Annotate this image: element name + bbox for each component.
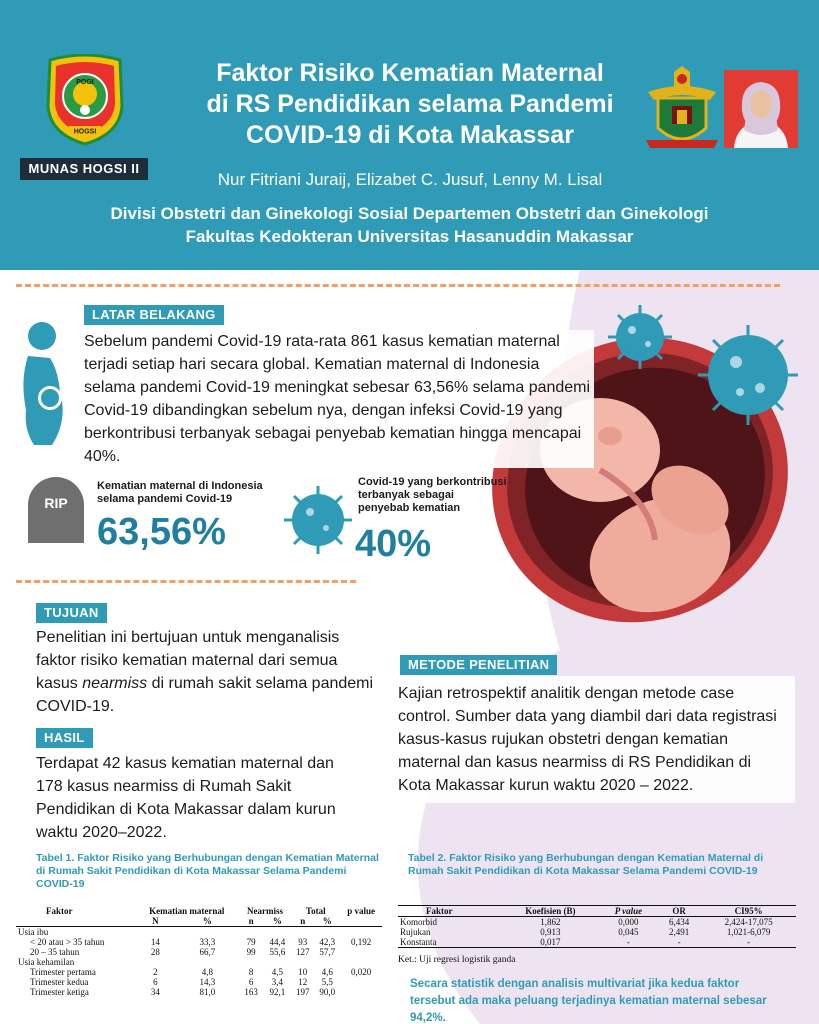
divider [16,580,356,583]
table-cell: 3,4 [271,977,283,987]
table1-header-row [16,906,382,916]
table-cell: 14 [150,937,160,947]
table1-sub-pct: % [202,916,212,926]
table-cell: 2 [153,967,158,977]
table-cell: 66,7 [199,947,216,957]
table-cell: 0,020 [350,967,372,977]
table-cell: 0,913 [540,927,561,937]
table-cell: 1,862 [540,917,561,927]
table-cell: 163 [244,987,258,997]
title-line-1: Faktor Risiko Kematian Maternal [216,59,604,87]
table-cell: 2,424-17,075 [724,917,773,927]
table-cell: 92,1 [269,987,286,997]
table1-sub-pct: % [272,916,282,926]
table-cell [291,927,314,938]
table-cell [314,927,340,938]
table-cell: 10 [298,967,308,977]
table-cell: 5,5 [321,977,333,987]
table1-header-nearmiss: Nearmiss [247,906,284,916]
table-cell: 0,000 [618,917,639,927]
table-row [16,947,382,957]
tujuan-text [36,626,376,718]
unhas-logo-icon [644,66,720,152]
table-cell: 57,7 [319,947,336,957]
table-row [16,927,382,938]
table1-body [16,927,382,998]
table1-header-total: Total [305,906,326,916]
table-cell: 2,491 [668,927,690,937]
authors: Nur Fitriani Juraij, Elizabet C. Jusuf, Lenny M. Lisal [217,170,603,189]
table-cell: 34 [150,987,160,997]
table2-title: Tabel 2. Faktor Risiko yang Berhubungan dengan Kematian Maternal di Rumah Sakit Pendidikan di Kota Makassar Selama Pandemi COVID-19 [408,852,764,877]
table-cell-label: Trimester pertama [30,967,96,977]
table2-header-faktor: Faktor [426,906,453,916]
table-cell: - [677,937,681,947]
table-cell-label: Trimester kedua [30,977,89,987]
table-cell-label: Usia ibu [18,927,49,937]
stat1-label: Kematian maternal di Indonesia selama pandemi Covid-19 [97,480,263,505]
table-cell [340,987,382,997]
table-cell: - [626,937,630,947]
table2-header-pvalue: P value [614,906,643,916]
svg-text:HOGSI: HOGSI [73,128,97,136]
tombstone-icon [28,477,84,543]
section-tag-tujuan: TUJUAN [36,603,107,623]
conclusion-text: Secara statistik dengan analisis multivariat jika kedua faktor tersebut ada maka peluang terjadinya kematian maternal sebesar 94,2%. [410,978,767,1024]
affiliation-line-1: Divisi Obstetri dan Ginekologi Sosial Departemen Obstetri dan Ginekologi [110,204,709,223]
header-banner [0,0,819,270]
table-cell [135,927,176,938]
table-row [16,937,382,947]
tujuan-text-part2: di rumah sakit selama pandemi COVID-19. [36,675,374,715]
table-cell: 6 [153,977,158,987]
table-cell: 93 [298,937,308,947]
table-cell: 42,3 [319,937,336,947]
table-cell [176,927,239,938]
table-cell-label: Rujukan [400,927,431,937]
stat2-value: 40% [355,523,432,565]
table-cell [263,957,291,967]
pregnant-woman-icon [23,322,62,445]
table2-header-row [398,906,796,917]
rip-label: RIP [44,495,68,511]
table2-header-or: OR [672,906,686,916]
table-cell: 79 [246,937,256,947]
table-cell: 90,0 [319,987,336,997]
table-cell: 6,434 [668,917,690,927]
table-cell [340,927,382,938]
table-cell: 12 [298,977,308,987]
table-cell: 81,0 [199,987,216,997]
table1-header-pvalue: p value [347,906,375,916]
table-cell: 197 [296,987,310,997]
table-cell: 4,5 [271,967,283,977]
table-cell [314,957,340,967]
stat2-label: Covid-19 yang berkontribusi terbanyak sebagai penyebab kematian [358,476,507,514]
background-text: Sebelum pandemi Covid-19 rata-rata 861 kasus kematian maternal terjadi setiap hari secara global. Kematian maternal di Indonesia selama pandemi Covid-19 meningkat sebesar 63,56% selama pandemi Covid-19 dibandingkan sebelum nya, dengan infeksi Covid-19 yang berkontribusi terbanyak sebagai penyebab kematian hingga mencapai 40%. [84,330,594,468]
table-cell: 55,6 [269,947,286,957]
table-cell-label: 20 – 35 tahun [30,947,80,957]
table2 [398,905,796,948]
table2-body [398,917,796,948]
table-cell [176,957,239,967]
table-row [398,927,796,937]
table-cell [291,957,314,967]
table-cell [263,927,291,938]
section-tag-hasil: HASIL [36,728,93,748]
table-cell-label: < 20 atau > 35 tahun [30,937,105,947]
divider [16,284,780,287]
table-cell: 14,3 [199,977,216,987]
stat1-value: 63,56% [97,511,226,553]
table1-header-kematian: Kematian maternal [149,906,225,916]
table1-sub-n: n [248,916,254,926]
table-cell: 1,021-6,079 [726,927,771,937]
table-cell: 8 [248,967,254,977]
table1-subheader-row [16,916,382,927]
table-cell: 0,192 [350,937,372,947]
pogi-logo-icon [42,54,128,146]
page-title [160,58,660,151]
table-cell-label: Konstanta [400,937,437,947]
table1 [16,906,382,997]
table-cell [239,927,264,938]
affiliation-line-2: Fakultas Kedokteran Universitas Hasanuddin Makassar [185,227,634,246]
table-cell: 6 [248,977,254,987]
metode-text: Kajian retrospektif analitik dengan metode case control. Sumber data yang diambil dari data registrasi kasus-kasus rujukan obstetri dengan kematian maternal dan kasus nearmiss di RS Pendidikan di Kota Makassar kurun waktu 2020 – 2022. [390,676,795,803]
table-cell: 127 [296,947,310,957]
table-cell: 44,4 [269,937,286,947]
author-photo-icon [724,70,798,148]
table2-note: Ket.: Uji regresi logistik ganda [398,955,516,965]
table-row [16,977,382,987]
table-cell: 0,017 [540,937,561,947]
table1-sub-n: n [300,916,306,926]
svg-text:POGI: POGI [76,79,94,86]
affiliation [20,202,799,248]
table-row [16,967,382,977]
table-row [16,987,382,997]
table-row [398,917,796,928]
section-tag-metode: METODE PENELITIAN [400,655,557,675]
table-cell [340,957,382,967]
table-cell-label: Trimester ketiga [30,987,89,997]
table-cell [135,957,176,967]
table-cell: - [747,937,751,947]
table-cell [340,947,382,957]
tujuan-text-italic: nearmiss [82,675,148,692]
table-cell [239,957,264,967]
table1-sub-pct: % [322,916,332,926]
table-cell: 99 [246,947,256,957]
title-line-3: COVID-19 di Kota Makassar [246,121,574,149]
table-cell: 0,045 [618,927,639,937]
table-cell: 28 [150,947,160,957]
table1-header-faktor: Faktor [46,906,73,916]
table-cell: 4,8 [201,967,214,977]
table-cell-label: Komorbid [400,917,437,927]
munas-label: MUNAS HOGSI II [20,158,148,180]
table2-header-koef: Koefisien (B) [525,906,576,916]
table-row [398,937,796,948]
table2-header-ci: CI95% [734,906,763,916]
table-cell: 4,6 [321,967,333,977]
table-cell: 33,3 [199,937,216,947]
table1-title: Tabel 1. Faktor Risiko yang Berhubungan dengan Kematian Maternal di Rumah Sakit Pendidikan di Kota Makassar Selama Pandemi COVID-19 [36,852,379,890]
table-row [16,957,382,967]
table-cell [340,977,382,987]
title-line-2: di RS Pendidikan selama Pandemi [206,90,614,118]
section-tag-background: LATAR BELAKANG [84,305,224,325]
table1-sub-n: N [152,916,159,926]
hasil-text: Terdapat 42 kasus kematian maternal dan 178 kasus nearmiss di Rumah Sakit Pendidikan di Kota Makassar dalam kurun waktu 2020–2022. [36,752,346,844]
table-cell-label: Usia kehamilan [18,957,75,967]
tujuan-text-part1: Penelitian ini bertujuan untuk menganalisis faktor risiko kematian maternal dari semua kasus [36,629,340,692]
